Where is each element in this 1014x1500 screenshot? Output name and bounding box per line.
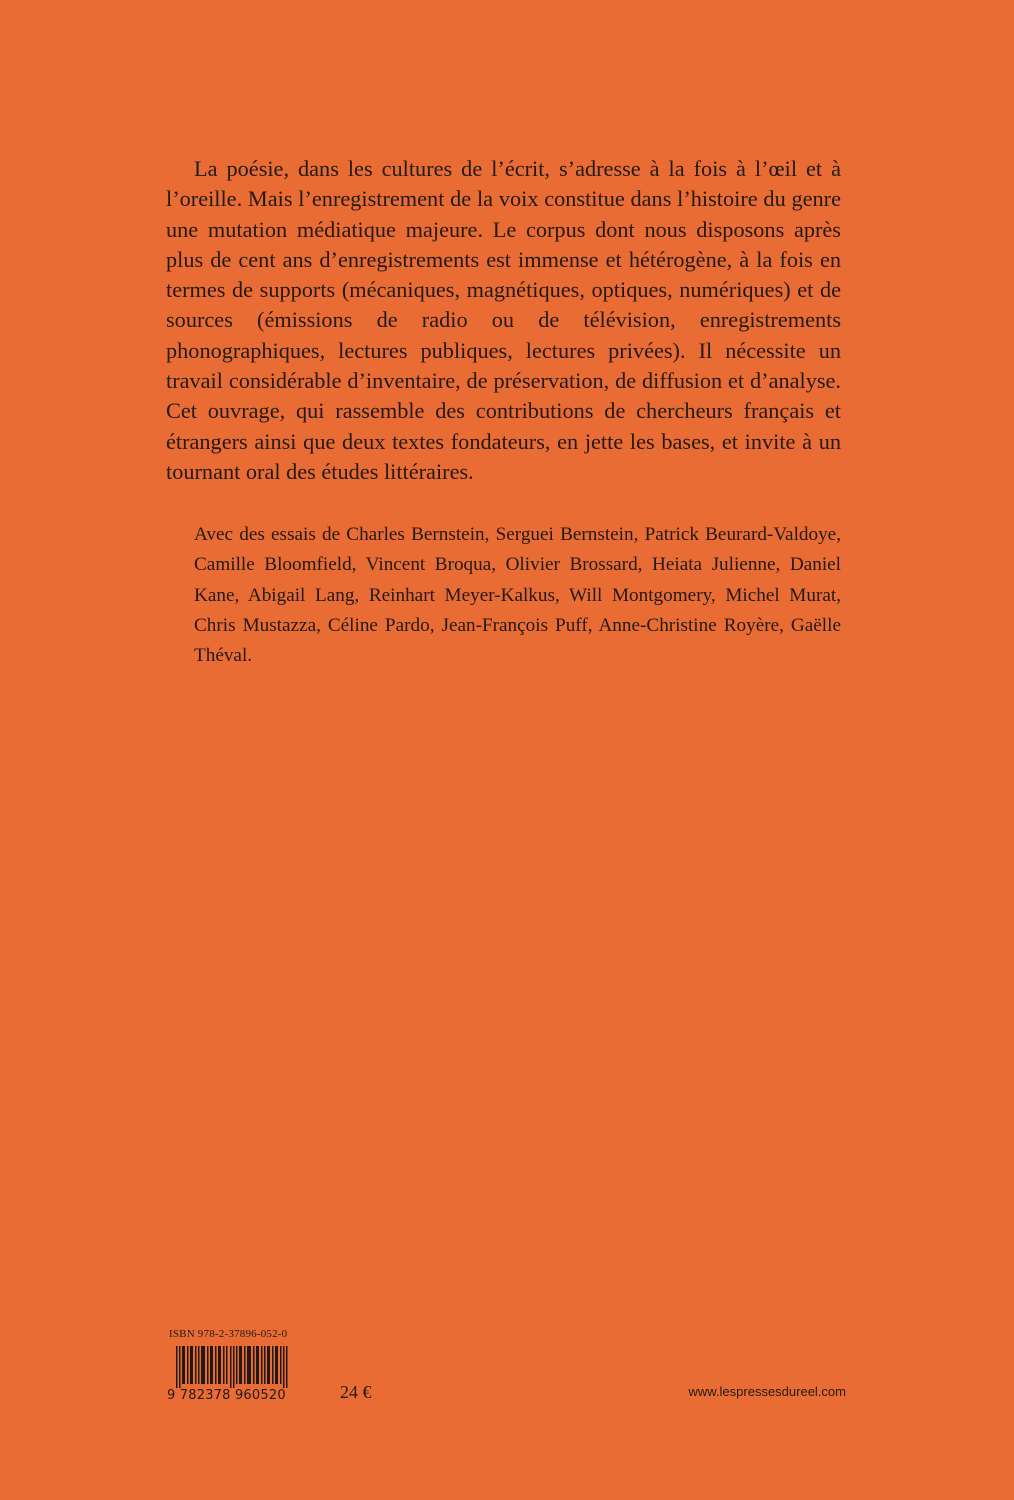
- isbn-label: ISBN 978-2-37896-052-0: [169, 1328, 288, 1340]
- barcode-image: [176, 1346, 288, 1388]
- barcode-digits: 9 782378 960520: [167, 1388, 286, 1403]
- publisher-website[interactable]: www.lespressesdureel.com: [688, 1384, 846, 1399]
- contributors-paragraph: Avec des essais de Charles Bernstein, Serguei Bernstein, Patrick Beurard-Valdoye, Camille Bloomfield, Vincent Broqua, Olivier Brossard, Heiata Julienne, Daniel Kane, Abigail Lang, Reinhart Meyer-Kalkus, Will Montgomery, Michel Murat, Chris Mustazza, Céline Pardo, Jean-François Puff, Anne-Christine Royère, Gaëlle Théval.: [194, 524, 841, 667]
- price-label: 24 €: [340, 1382, 372, 1402]
- summary-paragraph: La poésie, dans les cultures de l’écrit, s’adresse à la fois à l’œil et à l’oreille. Mais l’enregistrement de la voix constitue dans l’histoire du genre une mutation médiatique majeure. Le corpus dont nous disposons après plus de cent ans d’enregistrements est immense et hétérogène, à la fois en termes de supports (mécaniques, magnétiques, optiques, numériques) et de sources (émissions de radio ou de télévision, enregistrements phonographiques, lectures publiques, lectures privées). Il nécessite un travail considérable d’inventaire, de préservation, de diffusion et d’analyse. Cet ouvrage, qui rassemble des contributions de chercheurs français et étrangers ainsi que deux textes fondateurs, en jette les bases, et invite à un tournant oral des études littéraires.: [166, 156, 841, 484]
